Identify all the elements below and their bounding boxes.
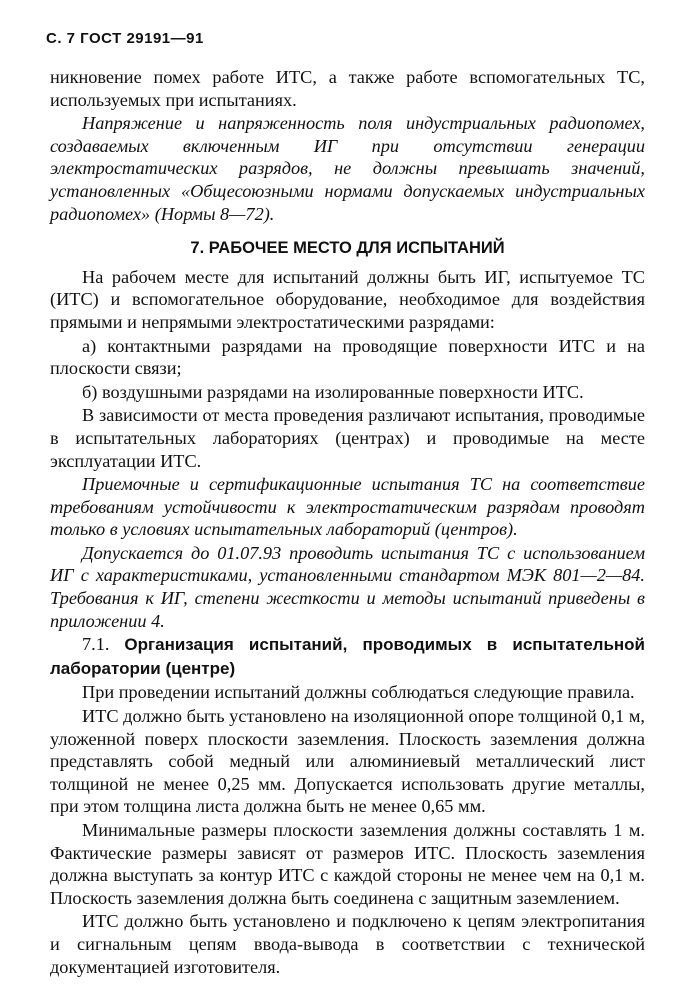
paragraph-rules-intro: При проведении испытаний должны соблюдаться следующие правила. <box>82 682 635 703</box>
paragraph-radio-interference: Напряжение и напряженность поля индустриальных радиопомех, создаваемых включенным ИГ при отсутствии генерации электростатических разрядов, не должны превышать значений, установленных «Общесоюзными нормами допускаемых индустриальных радиопомех» (Нормы 8—72). <box>50 113 645 224</box>
paragraph-iec-permission: Допускается до 01.07.93 проводить испытания ТС с использованием ИГ с характеристиками, установленными стандартом МЭК 801—2—84. Требования к ИГ, степени жесткости и методы испытаний приведены в приложении 4. <box>50 542 645 631</box>
paragraph-test-location: В зависимости от места проведения различают испытания, проводимые в испытательных лабораториях (центрах) и проводимые на месте эксплуатации ИТС. <box>50 405 645 471</box>
paragraph-connection: ИТС должно быть установлено и подключено к цепям электропитания и сигнальным цепям ввода-вывода в соответствии с технической документацией изготовителя. <box>50 911 645 977</box>
subsection-title: Организация испытаний, проводимых в испытательной лаборатории (центре) <box>50 635 645 678</box>
list-item-contact-discharge: а) контактными разрядами на проводящие поверхности ИТС и на плоскости связи; <box>50 335 645 379</box>
page-header: С. 7 ГОСТ 29191—91 <box>46 30 204 47</box>
subsection-heading <box>50 633 645 680</box>
paragraph-workplace: На рабочем месте для испытаний должны быть ИГ, испытуемое ТС (ИТС) и вспомогательное оборудование, необходимое для воздействия прямыми и непрямыми электростатическими разрядами: <box>50 266 645 332</box>
paragraph-ground-plane-size: Минимальные размеры плоскости заземления должны составлять 1 м. Фактические размеры зависят от размеров ИТС. Плоскость заземления должна выступать за контур ИТС с каждой стороны не менее чем на 0,1 м. Плоскость заземления должна быть соединена с защитным заземлением. <box>50 820 645 908</box>
subsection-number: 7.1. <box>82 634 110 655</box>
list-item-air-discharge: б) воздушными разрядами на изолированные поверхности ИТС. <box>82 381 584 402</box>
paragraph-insulating-support: ИТС должно быть установлено на изоляционной опоре толщиной 0,1 м, уложенной поверх плоскости заземления. Плоскость заземления должна представлять собой медный или алюминиевый металлический лист толщиной не менее 0,25 мм. Допускается использовать другие металлы, при этом толщина листа должна быть не менее 0,65 мм. <box>50 706 645 817</box>
paragraph-continuation: никновение помех работе ИТС, а также работе вспомогательных ТС, используемых при испытаниях. <box>50 67 645 110</box>
document-body <box>50 66 645 979</box>
paragraph-certification: Приемочные и сертификационные испытания ТС на соответствие требованиям устойчивости к электростатическим разрядам проводят только в условиях испытательных лабораторий (центров). <box>50 474 645 540</box>
section-heading: 7. РАБОЧЕЕ МЕСТО ДЛЯ ИСПЫТАНИЙ <box>190 239 505 258</box>
